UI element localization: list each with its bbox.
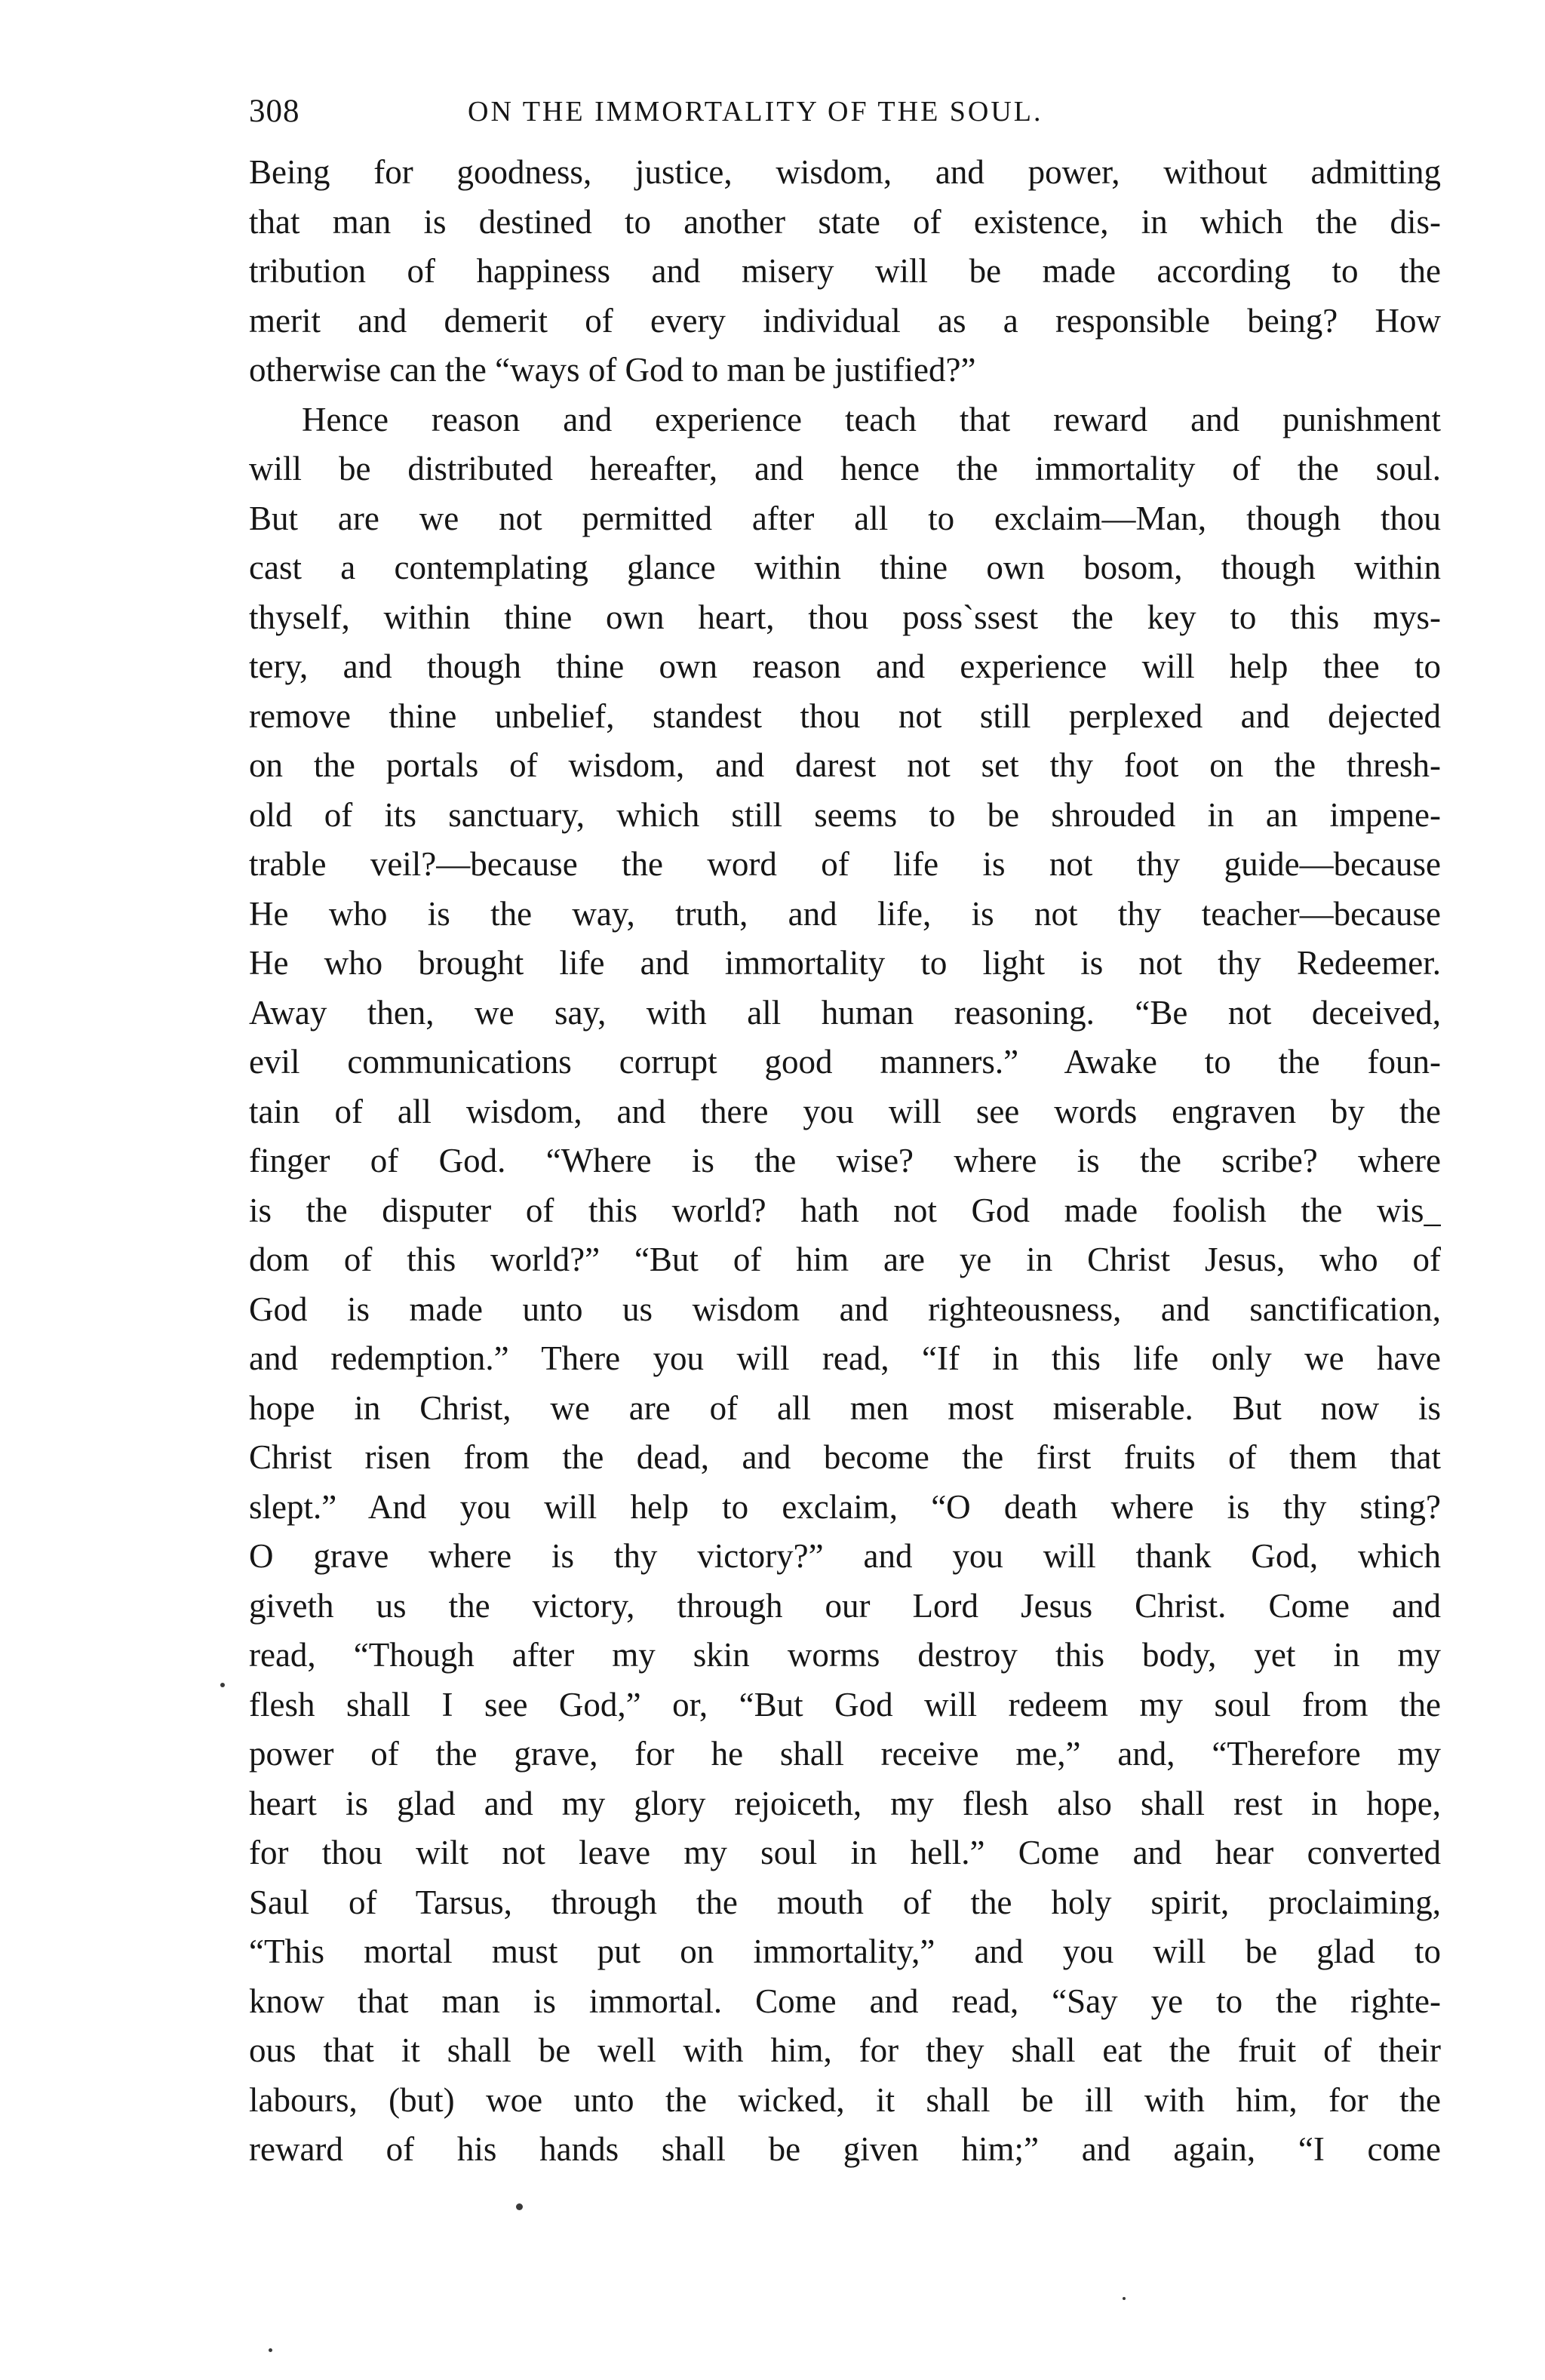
text-line: ous that it shall be well with him, for they shall eat the fruit of their [249, 2031, 1441, 2069]
ink-speck [220, 1683, 225, 1687]
text-line: slept.” And you will help to exclaim, “O death where is thy sting? [249, 1487, 1441, 1526]
text-line: “This mortal must put on immortality,” and you will be glad to [249, 1933, 1441, 1970]
text-line: But are we not permitted after all to exclaim—Man, though thou [249, 499, 1441, 537]
text-line: giveth us the victory, through our Lord Jesus Christ. Come and [249, 1586, 1441, 1625]
text-line: evil communications corrupt good manners.” Awake to the foun- [249, 1043, 1441, 1081]
text-line: will be distributed hereafter, and hence the immortality of the soul. [249, 450, 1441, 487]
text-line: heart is glad and my glory rejoiceth, my flesh also shall rest in hope, [249, 1784, 1441, 1822]
text-line: Christ risen from the dead, and become the first fruits of them that [249, 1438, 1441, 1476]
text-line: labours, (but) woe unto the wicked, it shall be ill with him, for the [249, 2080, 1441, 2119]
text-line: trable veil?—because the word of life is not thy guide—because [249, 845, 1441, 883]
text-line: reward of his hands shall be given him;” and again, “I come [249, 2130, 1441, 2168]
text-line: thyself, within thine own heart, thou poss`ssest the key to this mys- [249, 598, 1441, 636]
text-line: flesh shall I see God,” or, “But God will redeem my soul from the [249, 1685, 1441, 1724]
page-number: 308 [249, 94, 300, 129]
text-line: hope in Christ, we are of all men most miserable. But now is [249, 1388, 1441, 1427]
text-line: tain of all wisdom, and there you will see words engraven by the [249, 1092, 1441, 1130]
ink-speck [516, 2203, 523, 2210]
text-line: Away then, we say, with all human reasoning. “Be not deceived, [249, 993, 1441, 1032]
text-line: dom of this world?” “But of him are ye in Christ Jesus, who of [249, 1241, 1441, 1278]
text-line: on the portals of wisdom, and darest not set thy foot on the thresh- [249, 746, 1441, 784]
text-line: Saul of Tarsus, through the mouth of the holy spirit, proclaiming, [249, 1883, 1441, 1921]
body-text [249, 148, 1441, 2175]
text-line: know that man is immortal. Come and read, “Say ye to the righte- [249, 1982, 1441, 2020]
text-line: Hence reason and experience teach that reward and punishment [302, 400, 1441, 438]
text-line: power of the grave, for he shall receive me,” and, “Therefore my [249, 1735, 1441, 1773]
text-line: O grave where is thy victory?” and you will thank God, which [249, 1537, 1441, 1575]
ink-speck [1123, 2297, 1126, 2300]
text-line: Being for goodness, justice, wisdom, and power, without admitting [249, 153, 1441, 191]
text-line: finger of God. “Where is the wise? where is the scribe? where [249, 1142, 1441, 1179]
text-line: remove thine unbelief, standest thou not still perplexed and dejected [249, 696, 1441, 735]
text-line: tribution of happiness and misery will be made according to the [249, 252, 1441, 290]
text-line: and redemption.” There you will read, “If in this life only we have [249, 1339, 1441, 1377]
text-line: for thou wilt not leave my soul in hell.” Come and hear converted [249, 1834, 1441, 1871]
text-line: old of its sanctuary, which still seems to be shrouded in an impene- [249, 795, 1441, 834]
text-line: God is made unto us wisdom and righteousness, and sanctification, [249, 1290, 1441, 1328]
text-line: cast a contemplating glance within thine own bosom, though within [249, 549, 1441, 586]
text-line: otherwise can the “ways of God to man be justified?” [249, 351, 976, 389]
text-line: read, “Though after my skin worms destroy this body, yet in my [249, 1636, 1441, 1674]
text-line: He who brought life and immortality to light is not thy Redeemer. [249, 944, 1441, 982]
running-head: ON THE IMMORTALITY OF THE SOUL. [468, 96, 1043, 128]
text-line: He who is the way, truth, and life, is not thy teacher—because [249, 894, 1441, 933]
page-header [249, 89, 1441, 134]
ink-speck [269, 2348, 272, 2352]
text-line: that man is destined to another state of existence, in which the dis- [249, 202, 1441, 241]
text-line: is the disputer of this world? hath not God made foolish the wis_ [249, 1191, 1441, 1229]
text-line: tery, and though thine own reason and experience will help thee to [249, 647, 1441, 685]
text-line: merit and demerit of every individual as a responsible being? How [249, 301, 1441, 340]
